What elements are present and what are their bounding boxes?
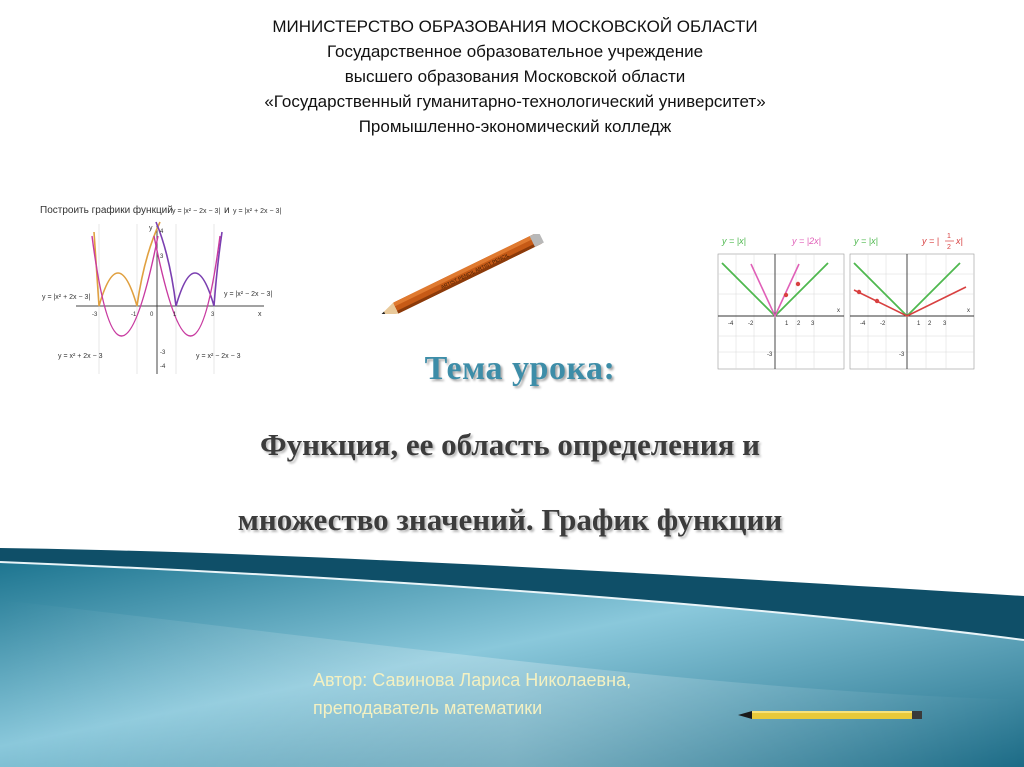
header-college: Промышленно-экономический колледж (358, 117, 672, 136)
panel1-tick-3: 3 (811, 321, 815, 327)
lesson-topic-line2: множество значений. График функции (237, 502, 783, 537)
panel2-tick-neg4: -4 (860, 321, 866, 327)
institution-header (130, 14, 900, 139)
panel2-tick-2: 2 (928, 321, 932, 327)
panel-abs-x-2x (718, 254, 844, 369)
label-abs-left: y = |x² + 2x − 3| (42, 294, 91, 301)
header-education-level: высшего образования Московской области (344, 67, 686, 86)
panel2-label-b-den: 2 (947, 244, 951, 251)
figure-caption-and: и (224, 205, 230, 216)
header-institution-type: Государственное образовательное учреждение (326, 42, 704, 61)
tick-y4: 4 (160, 229, 164, 235)
panel2-label-b-prefix: y = | (922, 236, 940, 246)
panel1-axis-x: x (837, 308, 840, 314)
panel1-label-a: y = |x| (722, 236, 746, 246)
panel1-tick-yneg3: -3 (767, 352, 773, 358)
small-pencil-icon (738, 705, 938, 725)
tick-yneg3: -3 (160, 350, 166, 356)
panel2-tick-3: 3 (943, 321, 947, 327)
tick-neg1: -1 (131, 312, 137, 318)
panel2-label-b-num: 1 (947, 233, 951, 240)
figure-caption: Построить графики функций (40, 205, 173, 216)
pencil-icon (368, 234, 568, 314)
panel2-tick-neg2: -2 (880, 321, 886, 327)
panel2-tick-1: 1 (917, 321, 921, 327)
axis-x-label: x (258, 311, 262, 318)
label-abs-right: y = |x² − 2x − 3| (224, 291, 273, 298)
figure-caption-f1: y = |x² − 2x − 3| (172, 208, 221, 215)
tick-1: 1 (173, 312, 177, 318)
header-university: «Государственный гуманитарно-технологический университет» (264, 92, 766, 111)
left-graph-figure (36, 196, 296, 381)
panel1-tick-neg4: -4 (728, 321, 734, 327)
panel1-tick-1: 1 (785, 321, 789, 327)
header-ministry: МИНИСТЕРСТВО ОБРАЗОВАНИЯ МОСКОВСКОЙ ОБЛАСТИ (272, 17, 758, 36)
figure-caption-f2: y = |x² + 2x − 3| (233, 208, 282, 215)
lesson-title: Тема урока: (424, 350, 616, 387)
author-name: Автор: Савинова Лариса Николаевна, (313, 670, 632, 690)
panel2-label-a: y = |x| (854, 236, 878, 246)
panel1-tick-2: 2 (797, 321, 801, 327)
author-role: преподаватель математики (313, 698, 543, 718)
panel2-tick-yneg3: -3 (899, 352, 905, 358)
tick-neg3: -3 (92, 312, 98, 318)
author-block (313, 666, 631, 722)
panel1-label-b: y = |2x| (792, 236, 821, 246)
label-parabola-right: y = x² − 2x − 3 (196, 353, 241, 360)
panel-abs-x-half-x (850, 254, 974, 369)
panel2-axis-x: x (967, 308, 970, 314)
axis-y-label: y (149, 225, 153, 232)
tick-3: 3 (211, 312, 215, 318)
tick-0: 0 (150, 312, 154, 318)
tick-y3: 3 (160, 254, 164, 260)
label-parabola-left: y = x² + 2x − 3 (58, 353, 103, 360)
tick-yneg4: -4 (160, 364, 166, 370)
panel1-tick-neg2: -2 (748, 321, 754, 327)
right-graph-figure (714, 224, 979, 374)
lesson-topic-line1: Функция, ее область определения и (259, 427, 760, 462)
panel2-label-b-suffix: x| (956, 236, 963, 246)
pencil-inscription: ARTIST PENCIL ARTIST PENCIL (440, 252, 511, 291)
